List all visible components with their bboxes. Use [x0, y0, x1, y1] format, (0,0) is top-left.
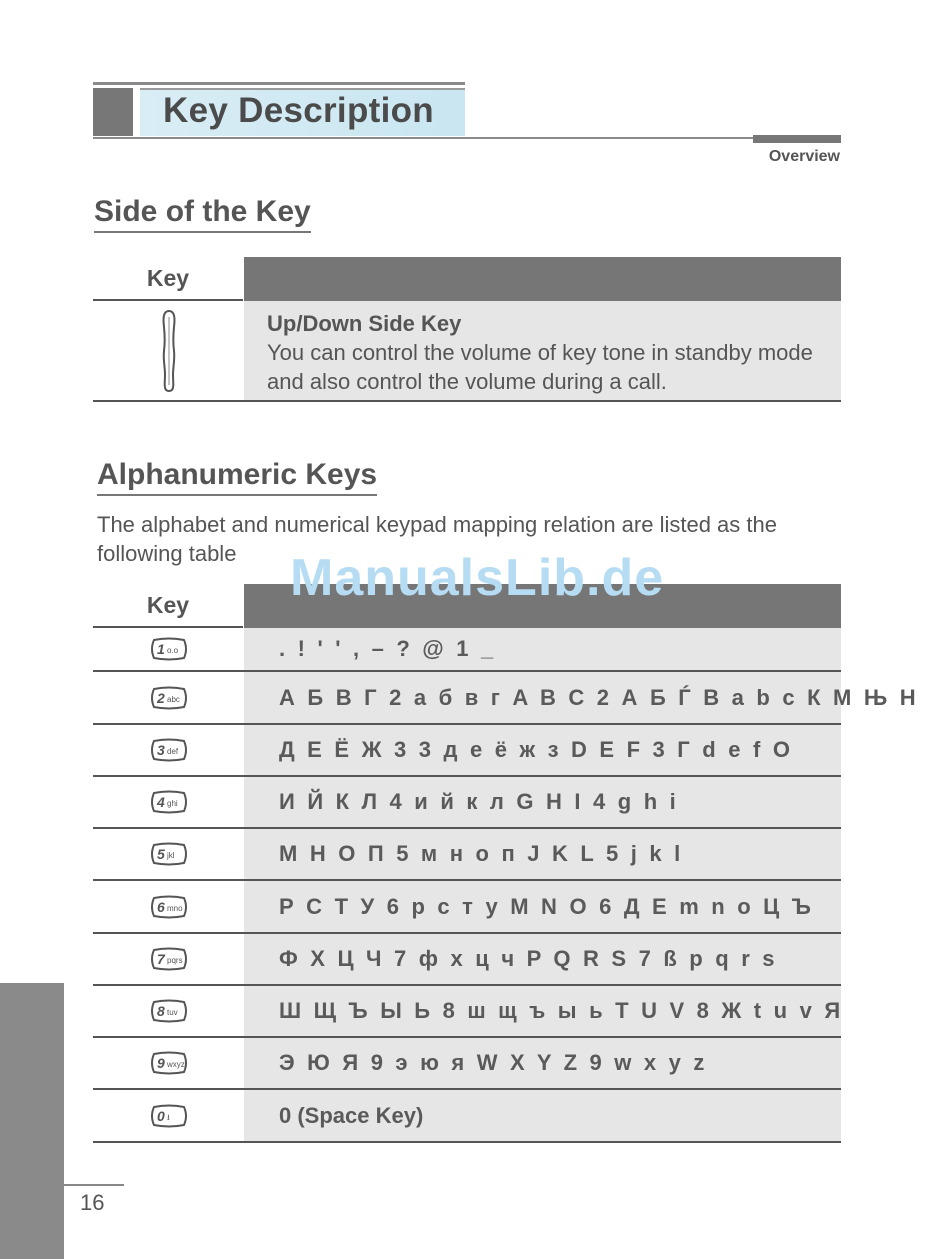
key-mapping-chars: Э Ю Я 9 э ю я W X Y Z 9 w x y z	[279, 1050, 708, 1075]
header-top-rule	[93, 82, 465, 85]
svg-text:pqrs: pqrs	[166, 956, 183, 965]
header-grey-block	[93, 88, 133, 136]
table-row	[93, 881, 841, 934]
key-5-icon	[148, 841, 190, 867]
page-title: Key Description	[163, 91, 434, 130]
svg-text:5: 5	[156, 846, 165, 862]
key-cell	[93, 301, 244, 400]
mapping-cell	[244, 829, 841, 879]
mapping-cell	[244, 672, 919, 723]
header-right-bar	[753, 135, 841, 143]
key-mapping-chars: А Б В Г 2 а б в г A B C 2 А Б Ѓ В a b c К М Њ Н	[279, 684, 919, 710]
svg-text:1: 1	[156, 641, 165, 657]
table-header	[93, 257, 841, 301]
alnum-heading: Alphanumeric Keys	[97, 457, 377, 496]
table-row	[93, 1090, 841, 1143]
key-8-icon	[148, 998, 190, 1024]
side-key-table	[93, 257, 841, 402]
table-row	[93, 934, 841, 986]
key-mapping-chars: Д Е Ё Ж 3 3 д е ё ж з D E F 3 Г d e f О	[279, 737, 794, 762]
table-row	[93, 777, 841, 829]
key-cell	[93, 1038, 244, 1088]
section-tag: Overview	[768, 148, 840, 165]
key-7-icon	[148, 946, 190, 972]
side-tab	[0, 983, 64, 1259]
svg-text:def: def	[166, 747, 178, 756]
table-row	[93, 672, 919, 725]
mapping-cell	[244, 1090, 841, 1141]
key-cell	[93, 1090, 244, 1141]
key-cell	[93, 628, 244, 670]
svg-text:abc: abc	[166, 694, 180, 704]
side-key-description: You can control the volume of key tone in standby mode and also control the volume during a call.	[267, 340, 813, 394]
svg-text:6: 6	[156, 898, 165, 915]
mapping-cell	[244, 628, 841, 670]
description-cell	[244, 301, 841, 400]
svg-text:4: 4	[156, 794, 165, 810]
table-header-key: Key	[93, 257, 243, 301]
svg-text:wxyz: wxyz	[166, 1060, 185, 1069]
mapping-cell	[244, 934, 841, 984]
mapping-cell	[244, 1038, 841, 1088]
side-key-heading: Side of the Key	[94, 194, 311, 233]
key-1-icon	[148, 636, 190, 662]
svg-text:tuv: tuv	[166, 1008, 178, 1017]
table-row	[93, 301, 841, 402]
alnum-intro: The alphabet and numerical keypad mapping relation are listed as the following table	[97, 512, 777, 566]
side-volume-key-icon	[159, 309, 179, 393]
table-row	[93, 829, 841, 881]
key-mapping-chars: И Й К Л 4 и й к л G H I 4 g h i	[279, 789, 679, 814]
key-mapping-chars: М Н О П 5 м н о п J K L 5 j k l	[279, 841, 684, 866]
table-row	[93, 986, 844, 1038]
key-mapping-chars: 0 (Space Key)	[279, 1102, 424, 1128]
header-rule	[93, 137, 841, 139]
svg-text:9: 9	[156, 1055, 165, 1071]
svg-text:3: 3	[156, 742, 165, 758]
key-2-icon	[148, 685, 190, 711]
key-3-icon	[148, 737, 190, 763]
key-cell	[93, 829, 244, 879]
key-cell	[93, 725, 244, 775]
key-mapping-chars: Р С Т У 6 р с т у M N O 6 Д Е m n o Ц Ъ	[279, 893, 815, 919]
svg-text:⭳: ⭳	[166, 1112, 170, 1122]
table-header-key: Key	[93, 584, 243, 628]
mapping-cell	[244, 881, 841, 932]
key-4-icon	[148, 789, 190, 815]
key-cell	[93, 777, 244, 827]
svg-text:jkl: jkl	[166, 851, 175, 860]
key-6-icon	[148, 894, 190, 920]
key-cell	[93, 881, 244, 932]
svg-text:o.o: o.o	[166, 646, 178, 655]
table-row	[93, 1038, 841, 1090]
key-cell	[93, 672, 244, 723]
alnum-rows	[93, 628, 919, 1143]
key-mapping-chars: Ф Х Ц Ч 7 ф х ц ч P Q R S 7 ß p q r s	[279, 946, 778, 971]
mapping-cell	[244, 725, 841, 775]
side-key-title: Up/Down Side Key	[267, 311, 462, 336]
table-header-description	[244, 257, 841, 301]
watermark: ManualsLib.de	[290, 549, 665, 607]
page-number: 16	[80, 1190, 105, 1215]
svg-text:0: 0	[156, 1107, 165, 1124]
mapping-cell	[244, 777, 841, 827]
key-cell	[93, 986, 244, 1036]
svg-text:2: 2	[156, 689, 165, 706]
svg-text:mno: mno	[166, 903, 183, 913]
key-mapping-chars: . ! ' ' , – ? @ 1 _	[279, 636, 497, 661]
mapping-cell	[244, 986, 844, 1036]
page-number-rule	[64, 1184, 124, 1186]
key-cell	[93, 934, 244, 984]
svg-text:ghi: ghi	[166, 799, 178, 808]
table-row	[93, 725, 841, 777]
key-0-icon	[148, 1103, 190, 1129]
svg-text:8: 8	[156, 1003, 165, 1019]
key-9-icon	[148, 1050, 190, 1076]
alnum-table	[93, 584, 919, 1143]
table-row	[93, 628, 841, 672]
key-mapping-chars: Ш Щ Ъ Ы Ь 8 ш щ ъ ы ь T U V 8 Ж t u v Я	[279, 998, 844, 1023]
svg-text:7: 7	[156, 951, 165, 967]
